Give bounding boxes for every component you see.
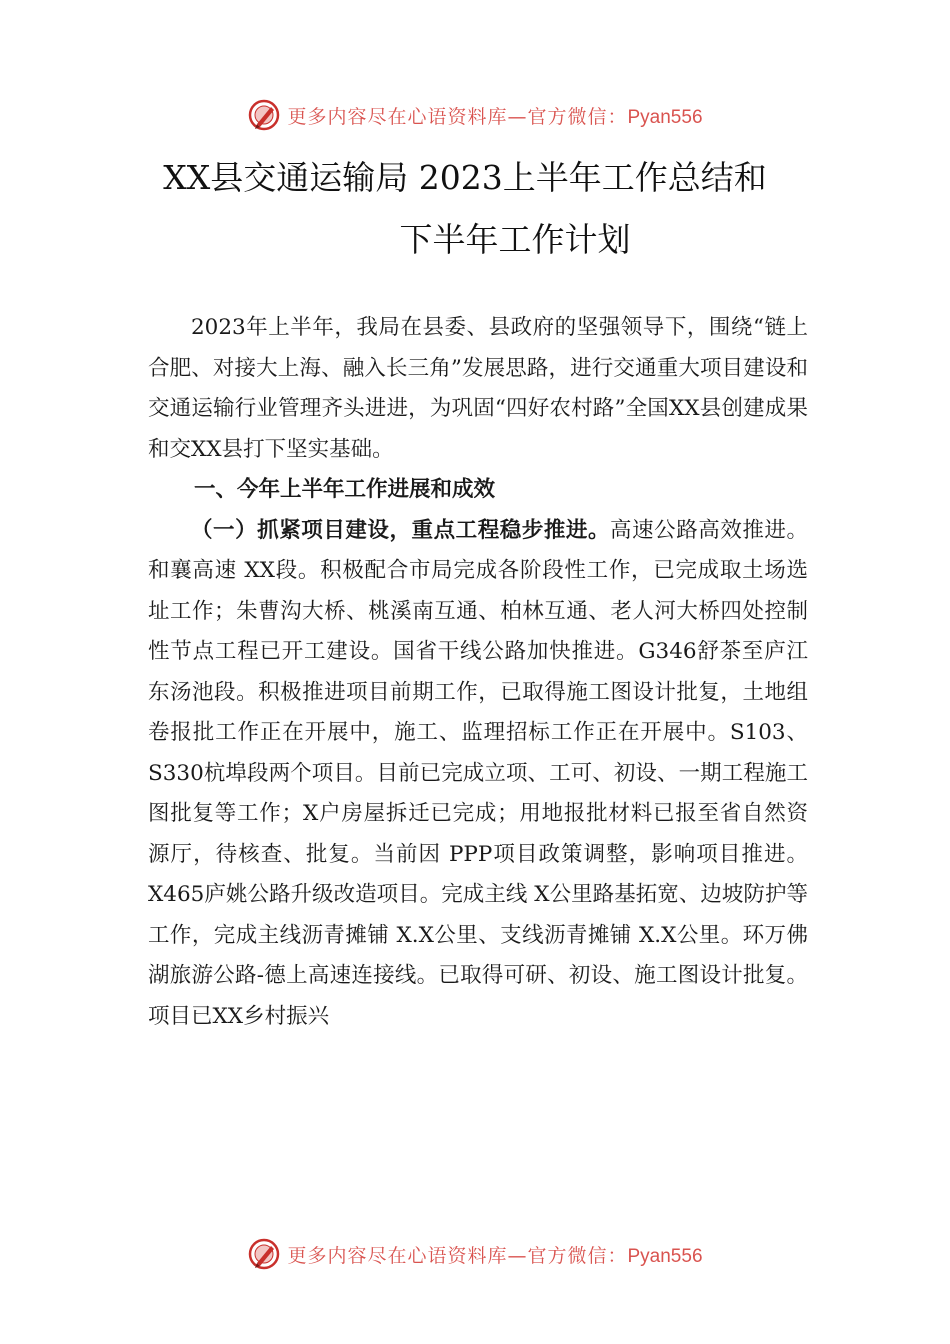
subsection-heading: （一）抓紧项目建设，重点工程稳步推进。: [191, 517, 611, 543]
subsection-body: 高速公路高效推进。和襄高速 XX段。积极配合市局完成各阶段性工作，已完成取土场选址工作；朱曹沟大桥、桃溪南互通、柏林互通、老人河大桥四处控制性节点工程已开工建设。国省干线公路加快推进。G346舒茶至庐江东汤池段。积极推进项目前期工作，已取得施工图设计批复，土地组卷报批工作正在开展中，施工、监理招标工作正在开展中。S103、S330杭埠段两个项目。目前已完成立项、工可、初设、一期工程施工图批复等工作；X户房屋拆迁已完成；用地报批材料已报至省自然资源厅，待核查、批复。当前因 PPP项目政策调整，影响项目推进。X465庐姚公路升级改造项目。完成主线 X公里路基拓宽、边坡防护等工作，完成主线沥青摊铺 X.X公里、支线沥青摊铺 X.X公里。环万佛湖旅游公路-德上高速连接线。已取得可研、初设、施工图设计批复。项目已XX乡村振兴: [148, 517, 808, 1029]
document-title-line-1: XX县交通运输局 2023上半年工作总结和: [163, 158, 767, 197]
intro-paragraph: 2023年上半年，我局在县委、县政府的坚强领导下，围绕“链上合肥、对接大上海、融入长三角”发展思路，进行交通重大项目建设和交通运输行业管理齐头进进，为巩固“四好农村路”全国XX县创建成果和交XX县打下坚实基础。: [148, 315, 808, 462]
wechat-id: Pyan556: [627, 1245, 703, 1267]
wechat-id: Pyan556: [627, 106, 703, 128]
pen-logo-icon: [247, 1237, 281, 1271]
document-body: [148, 308, 808, 1037]
watermark-text: 更多内容尽在心语资料库—官方微信：Pyan556: [287, 105, 703, 128]
watermark-text: 更多内容尽在心语资料库—官方微信：Pyan556: [287, 1244, 703, 1267]
header-watermark: [0, 93, 950, 137]
subsection-paragraph: [148, 511, 808, 1038]
section-heading: 一、今年上半年工作进展和成效: [194, 477, 496, 502]
footer-watermark: [0, 1232, 950, 1276]
pen-logo-icon: [247, 98, 281, 132]
document-title-line-2: 下半年工作计划: [399, 220, 631, 259]
